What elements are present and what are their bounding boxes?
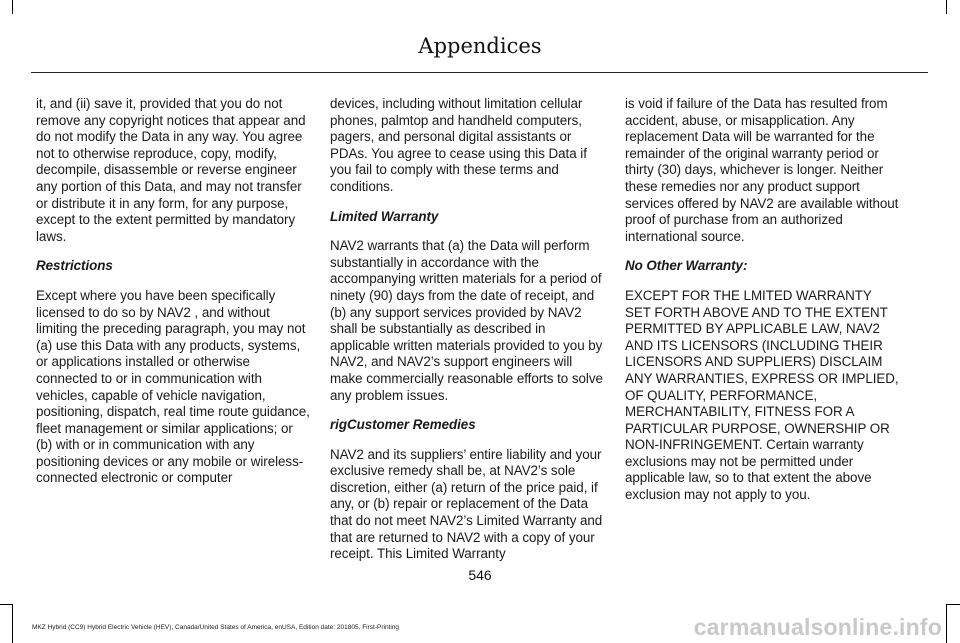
paragraph: it, and (ii) save it, provided that you do not remove any copyright notices that appear and do not modify the Data in any way. You agree not to otherwise reproduce, copy, modify, decompile, disassemble or reverse engineer any portion of this Data, and may not transfer or distribute it in any form, for any purpose, except to the extent permitted by mandatory laws. [36,96,306,244]
page-number: 546 [468,567,492,583]
section-heading-limited-warranty: Limited Warranty [330,208,439,224]
crop-mark-top-left-vertical [12,0,13,14]
crop-mark-bottom-right-vertical [946,604,947,643]
section-heading-restrictions: Restrictions [36,258,113,274]
paragraph: NAV2 and its suppliers’ entire liability and your exclusive remedy shall be, at NAV2’s sole discretion, either (a) return of the price paid, if any, or (b) repair or replacement of the Data that do not meet NAV2’s Limited Warranty and that are returned to NAV2 with a copy of your receipt. This Limited Warranty [330,446,603,562]
crop-mark-top-right-vertical [946,0,947,14]
page-title: Appendices [418,34,542,58]
text-column-1 [36,96,310,500]
paragraph: EXCEPT FOR THE LMITED WARRANTY SET FORTH ABOVE AND TO THE EXTENT PERMITTED BY APPLICABLE LAW, NAV2 AND ITS LICENSORS (INCLUDING THEIR LICENSORS AND SUPPLIERS) DISCLAIM ANY WARRANTIES, EXPRESS OR IMPLIED, OF QUALITY, PERFORMANCE, MERCHANTABILITY, FITNESS FOR A PARTICULAR PURPOSE, OWNERSHIP OR NON-INFRINGEMENT. Certain warranty exclusions may not be permitted under applicable law, so to that extent the above exclusion may not apply to you. [625,287,899,503]
footer-edition-info: MKZ Hybrid (CC9) Hybrid Electric Vehicle (HEV), Canada/United States of America, enUSA, Edition date: 201805, First-Printing [32,624,400,631]
crop-mark-bottom-left-vertical [12,604,13,643]
crop-mark-bottom-right-horizontal [946,604,960,605]
section-heading-no-other-warranty: No Other Warranty: [625,258,748,274]
paragraph: NAV2 warrants that (a) the Data will perform substantially in accordance with the accompanying written materials for a period of ninety (90) days from the date of receipt, and (b) any support services provided by NAV2 shall be substantially as described in applicable written materials provided to you by NAV2, and NAV2’s support engineers will make commercially reasonable efforts to solve any problem issues. [330,238,603,403]
header-divider [31,72,928,73]
section-heading-customer-remedies: rigCustomer Remedies [330,417,476,433]
text-column-3 [625,96,899,517]
paragraph: devices, including without limitation cellular phones, palmtop and handheld computers, pagers, and personal digital assistants or PDAs. You agree to cease using this Data if you fail to comply with these terms and conditions. [330,96,587,194]
site-watermark: carmanualsonline.info [693,614,942,640]
paragraph: Except where you have been specifically licensed to do so by NAV2 , and without limiting the preceding paragraph, you may not (a) use this Data with any products, systems, or applications installed or otherwise connected to or in communication with vehicles, capable of vehicle navigation, positioning, dispatch, real time route guidance, fleet management or similar applications; or (b) with or in communication with any positioning devices or any mobile or wireless-connected electronic or computer [36,287,310,486]
paragraph: is void if failure of the Data has resulted from accident, abuse, or misapplication. Any replacement Data will be warranted for the remainder of the original warranty period or thirty (30) days, whichever is longer. Neither these remedies nor any product support services offered by NAV2 are available without proof of purchase from an authorized international source. [625,96,899,244]
crop-mark-bottom-left-horizontal [0,604,13,605]
text-column-2 [330,96,604,576]
